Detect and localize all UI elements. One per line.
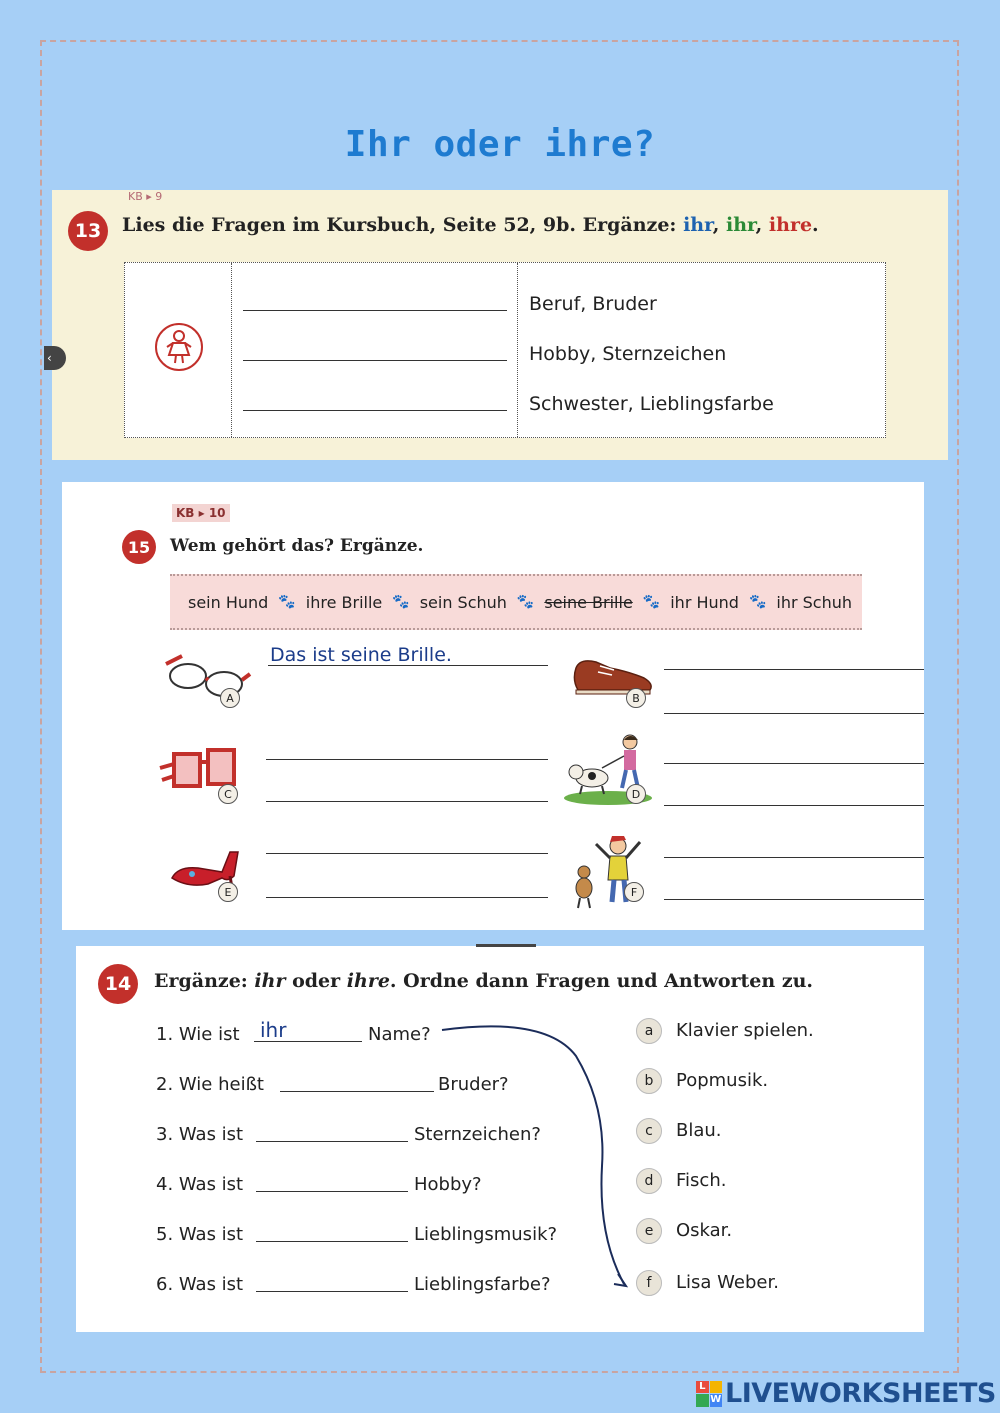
- answer-badge-f: f: [636, 1270, 662, 1296]
- logo-icon-letter: L: [696, 1381, 709, 1394]
- row-label-1: Beruf, Bruder: [529, 293, 657, 315]
- answer-blank-3[interactable]: [243, 409, 507, 411]
- question-4-suffix: Hobby?: [414, 1174, 482, 1195]
- paw-icon: 🐾: [392, 594, 410, 610]
- answer-line-a1[interactable]: [268, 664, 548, 666]
- answer-line-f2[interactable]: [664, 898, 924, 900]
- question-5-prefix: 5. Was ist: [156, 1224, 244, 1245]
- exercise-13: [52, 190, 948, 460]
- answer-blank-1[interactable]: [243, 309, 507, 311]
- instruction-text: . Ordne dann Fragen und Antworten zu.: [389, 970, 814, 992]
- divider: [517, 263, 518, 437]
- end-punct: .: [812, 214, 819, 236]
- label-badge-a: A: [220, 688, 240, 708]
- answer-line-d1[interactable]: [664, 762, 924, 764]
- instruction-text: Lies die Fragen im Kursbuch, Seite 52, 9b. Ergänze:: [122, 214, 677, 236]
- instruction-text: oder: [292, 970, 341, 992]
- liveworksheets-logo-text: LIVEWORKSHEETS: [725, 1378, 996, 1409]
- paw-icon: 🐾: [278, 594, 296, 610]
- exercise-number: 14: [98, 964, 138, 1004]
- answer-line-c1[interactable]: [266, 758, 548, 760]
- word-bank-item: sein Schuh: [419, 592, 507, 612]
- answer-line-b1[interactable]: [664, 668, 924, 670]
- answer-line-b2[interactable]: [664, 712, 924, 714]
- answer-line-e1[interactable]: [266, 852, 548, 854]
- label-badge-d: D: [626, 784, 646, 804]
- answer-f[interactable]: Lisa Weber.: [676, 1272, 779, 1293]
- logo-icon-square: [710, 1381, 723, 1394]
- row-label-2: Hobby, Sternzeichen: [529, 343, 727, 365]
- kb-reference: KB ▸ 10: [172, 504, 230, 522]
- paw-icon: 🐾: [516, 594, 535, 610]
- question-3-prefix: 3. Was ist: [156, 1124, 244, 1145]
- answer-e[interactable]: Oskar.: [676, 1220, 733, 1241]
- question-1-answer: ihr: [260, 1018, 287, 1042]
- answer-a[interactable]: Klavier spielen.: [676, 1020, 814, 1041]
- word-ihre-red: ihre: [768, 214, 813, 236]
- girl-icon: [153, 321, 205, 373]
- question-4-prefix: 4. Was ist: [156, 1174, 244, 1195]
- fill-in-table: [124, 262, 886, 438]
- paw-icon: 🐾: [748, 594, 767, 610]
- logo-icon-letter: W: [710, 1394, 722, 1405]
- exercise-14: [76, 946, 924, 1332]
- page-title: Ihr oder ihre?: [344, 124, 656, 165]
- instruction-word: ihr: [254, 970, 286, 992]
- divider: [476, 944, 536, 947]
- question-1-blank[interactable]: [254, 1040, 362, 1042]
- answer-badge-a: a: [636, 1018, 662, 1044]
- instruction-text: Ergänze:: [154, 970, 248, 992]
- logo-icon-square: [696, 1394, 709, 1407]
- word-ihr-green: ihr: [725, 214, 756, 236]
- answer-line-d2[interactable]: [664, 804, 924, 806]
- label-badge-f: F: [624, 882, 644, 902]
- word-ihr-blue: ihr: [683, 214, 713, 236]
- question-5-blank[interactable]: [256, 1240, 408, 1242]
- question-1-prefix: 1. Wie ist: [156, 1024, 240, 1045]
- question-3-suffix: Sternzeichen?: [414, 1124, 541, 1145]
- answer-b[interactable]: Popmusik.: [676, 1070, 769, 1091]
- word-bank-item: ihr Hund: [670, 592, 739, 612]
- separator: ,: [712, 214, 720, 236]
- liveworksheets-logo[interactable]: [696, 1378, 996, 1409]
- chevron-left-icon[interactable]: ‹: [44, 346, 66, 370]
- question-4-blank[interactable]: [256, 1190, 408, 1192]
- question-5-suffix: Lieblingsmusik?: [414, 1224, 558, 1245]
- match-line: [436, 1016, 636, 1296]
- girl-with-dog-icon: [562, 732, 662, 806]
- paw-icon: 🐾: [642, 594, 661, 610]
- question-6-prefix: 6. Was ist: [156, 1274, 244, 1295]
- exercise-instruction: [154, 970, 813, 992]
- word-bank-item: ihre Brille: [305, 592, 383, 612]
- exercise-15: [62, 482, 924, 930]
- question-3-blank[interactable]: [256, 1140, 408, 1142]
- word-bank-item-used: seine Brille: [544, 592, 633, 612]
- word-bank-item: ihr Schuh: [776, 592, 853, 612]
- example-answer: Das ist seine Brille.: [270, 644, 452, 666]
- answer-c[interactable]: Blau.: [676, 1120, 722, 1141]
- answer-badge-b: b: [636, 1068, 662, 1094]
- exercise-instruction: Wem gehört das? Ergänze.: [170, 536, 424, 556]
- answer-line-c2[interactable]: [266, 800, 548, 802]
- question-6-blank[interactable]: [256, 1290, 408, 1292]
- answer-badge-d: d: [636, 1168, 662, 1194]
- answer-blank-2[interactable]: [243, 359, 507, 361]
- exercise-number: 15: [122, 530, 156, 564]
- answer-line-f1[interactable]: [664, 856, 924, 858]
- question-1-suffix: Name?: [368, 1024, 431, 1045]
- question-6-suffix: Lieblingsfarbe?: [414, 1274, 551, 1295]
- question-2-prefix: 2. Wie heißt: [156, 1074, 264, 1095]
- question-2-suffix: Bruder?: [438, 1074, 509, 1095]
- label-badge-e: E: [218, 882, 238, 902]
- answer-badge-c: c: [636, 1118, 662, 1144]
- answer-line-e2[interactable]: [266, 896, 548, 898]
- separator: ,: [755, 214, 763, 236]
- word-bank-item: sein Hund: [188, 592, 269, 612]
- exercise-number: 13: [68, 211, 108, 251]
- label-badge-b: B: [626, 688, 646, 708]
- exercise-instruction: [122, 214, 819, 236]
- word-bank: [170, 574, 862, 630]
- answer-d[interactable]: Fisch.: [676, 1170, 727, 1191]
- kb-reference: KB ▸ 9: [128, 190, 163, 203]
- instruction-word: ihre: [346, 970, 390, 992]
- answer-badge-e: e: [636, 1218, 662, 1244]
- label-badge-c: C: [218, 784, 238, 804]
- row-label-3: Schwester, Lieblingsfarbe: [529, 393, 774, 415]
- question-2-blank[interactable]: [280, 1090, 434, 1092]
- divider: [231, 263, 232, 437]
- liveworksheets-logo-icon: [696, 1381, 722, 1407]
